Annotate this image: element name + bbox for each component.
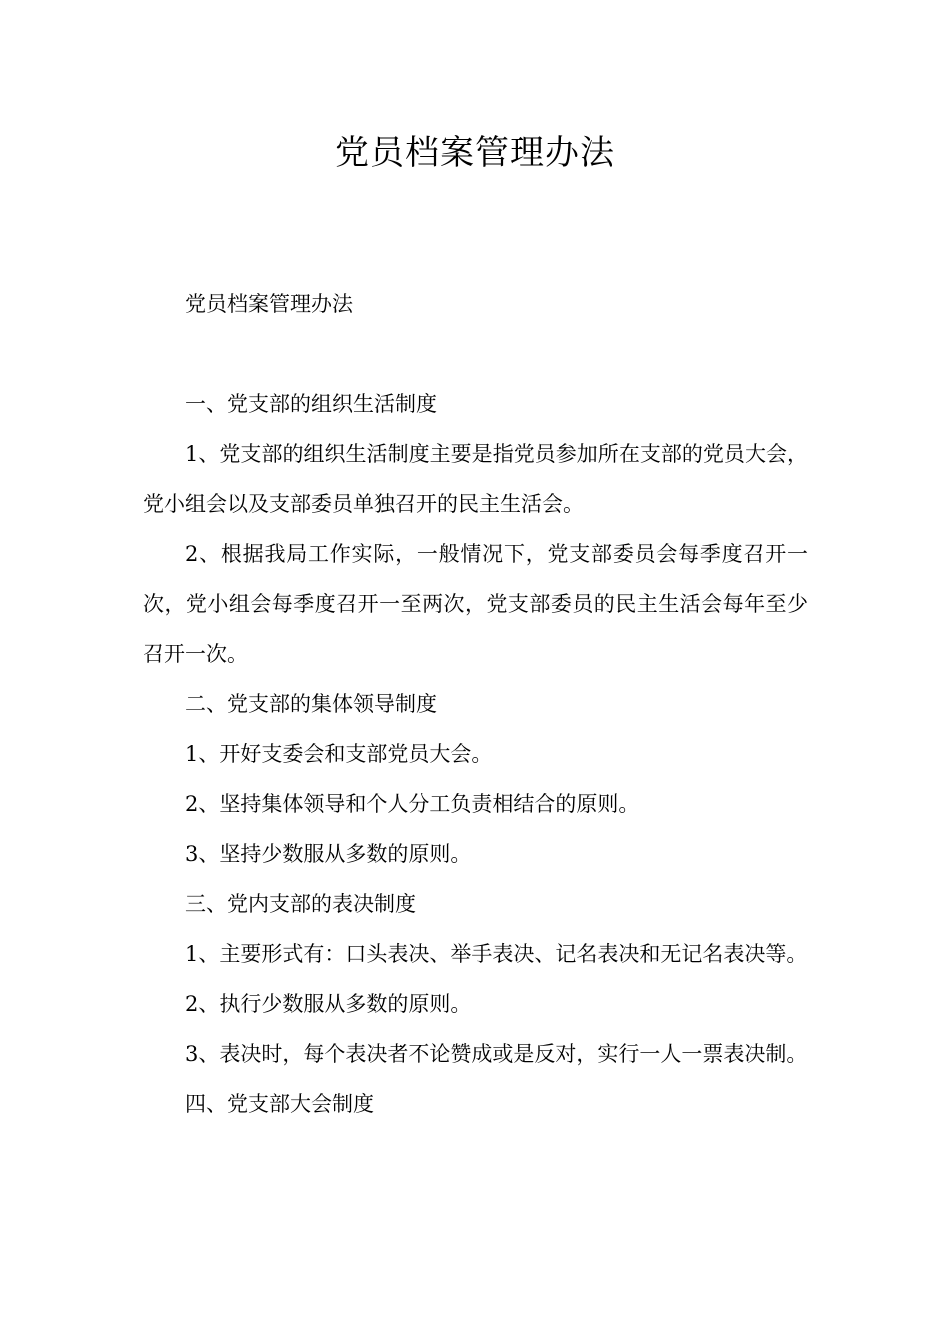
paragraph: 1、开好支委会和支部党员大会。 <box>185 742 493 766</box>
section-heading-2: 二、党支部的集体领导制度 <box>185 692 437 716</box>
document-body <box>143 279 808 1129</box>
paragraph: 3、坚持少数服从多数的原则。 <box>185 842 472 866</box>
paragraph: 2、根据我局工作实际，一般情况下，党支部委员会每季度召开一次，党小组会每季度召开一至两次，党支部委员的民主生活会每年至少召开一次。 <box>143 542 808 666</box>
paragraph: 1、主要形式有：口头表决、举手表决、记名表决和无记名表决等。 <box>185 942 808 966</box>
paragraph: 1、党支部的组织生活制度主要是指党员参加所在支部的党员大会，党小组会以及支部委员单独召开的民主生活会。 <box>143 442 808 516</box>
document-subtitle: 党员档案管理办法 <box>185 292 353 316</box>
paragraph: 2、坚持集体领导和个人分工负责相结合的原则。 <box>185 792 640 816</box>
section-heading-3: 三、党内支部的表决制度 <box>185 892 416 916</box>
section-heading-4: 四、党支部大会制度 <box>185 1092 374 1116</box>
paragraph: 2、执行少数服从多数的原则。 <box>185 992 472 1016</box>
document-title: 党员档案管理办法 <box>335 133 615 173</box>
section-heading-1: 一、党支部的组织生活制度 <box>185 392 437 416</box>
paragraph: 3、表决时，每个表决者不论赞成或是反对，实行一人一票表决制。 <box>185 1042 808 1066</box>
